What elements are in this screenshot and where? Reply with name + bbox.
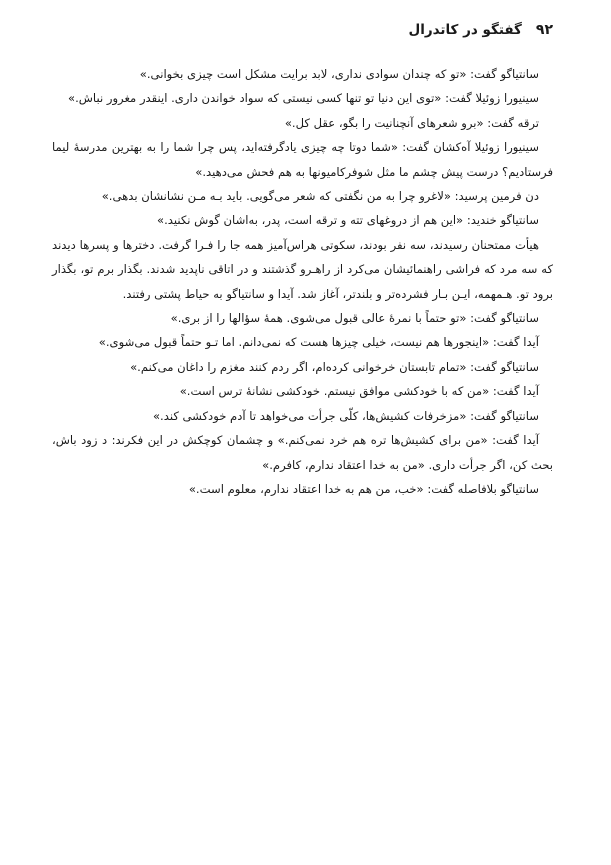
paragraph: دن فرمین پرسید: «لاغرو چرا به من نگفتی که شعر می‌گویی. باید بـه مـن نشانشان بدهی.» [101,189,539,204]
paragraph: ترقه گفت: «برو شعرهای آنچنانیت را بگو، عقل کل.» [284,115,539,130]
paragraph: هیأت ممتحنان رسیدند، سه نفر بودند، سکوتی هراس‌آمیز همه جا را فـرا گرفت. دخترها و پسرها دیدند که سه مرد که فراشی راهنمائیشان می‌کرد از راهـرو گذشتند و در اتاقی ناپدید شدند. بگذار برم تو، بگذار برود تو. هـمهمه، ایـن بـار فشرده‌تر و بلندتر، آغاز شد. آیدا و سانتیاگو به حیاط پشتی رفتند. [52,237,553,301]
paragraph: سانتیاگو گفت: «تو که چندان سوادی نداری، لابد برایت مشکل است چیزی بخوانی.» [139,67,539,81]
page-number: ۹۲ [535,22,553,38]
body-text [52,62,553,501]
page-header [52,22,553,50]
paragraph: سانتیاگو گفت: «مزخرفات کشیش‌ها، کلّی جرأت می‌خواهد تا آدم خودکشی کند.» [152,408,539,423]
paragraph: آیدا گفت: «من برای کشیش‌ها تره هم خرد نمی‌کنم.» و چشمان کوچکش در این فکرند: د زود باش، بحث کن، اگر جرأت داری. «من به خدا اعتقاد ندارم، کافرم.» [52,433,553,472]
paragraph: سینیورا زوئیلا گفت: «توی این دنیا تو تنها کسی نیستی که سواد خواندن داری. اینقدر مغرور نباش.» [67,91,539,106]
paragraph: آیدا گفت: «من که با خودکشی موافق نیستم. خودکشی نشانهٔ ترس است.» [179,384,539,399]
paragraph: سینیورا زوئیلا آه‌کشان گفت: «شما دوتا چه چیزی یادگرفته‌اید، پس چرا شما را به بهترین مدرسهٔ لیما فرستادیم؟ درست پیش چشم ما مثل شوفرکامیونها به هم فحش می‌دهید.» [52,140,553,179]
running-title: گفتگو در کاتدرال [408,22,522,38]
paragraph: سانتیاگو بلافاصله گفت: «خب، من هم به خدا اعتقاد ندارم، معلوم است.» [188,481,539,496]
paragraph: آیدا گفت: «اینجورها هم نیست، خیلی چیزها هست که نمی‌دانم. اما تـو حتماً قبول می‌شوی.» [98,335,539,350]
paragraph: سانتیاگو گفت: «تو حتماً با نمرهٔ عالی قبول می‌شوی. همهٔ سؤالها را از بری.» [170,311,539,326]
paragraph: سانتیاگو گفت: «تمام تابستان خرخوانی کرده‌ام، اگر ردم کنند مغزم را داغان می‌کنم.» [130,359,539,374]
paragraph: سانتیاگو خندید: «این هم از دروغهای تته و ترقه است، پدر، به‌اشان گوش نکنید.» [157,213,539,228]
